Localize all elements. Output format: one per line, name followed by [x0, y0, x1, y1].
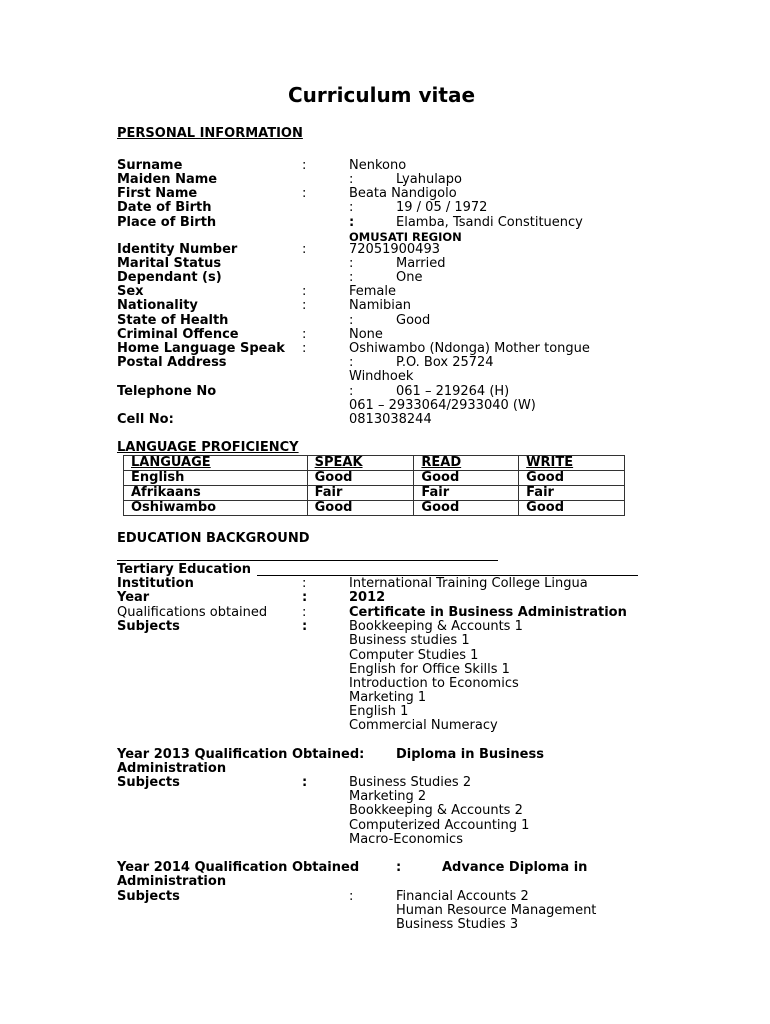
year-2013-qualification: Diploma in Business [396, 747, 544, 762]
year-2013-label: Year 2013 Qualification Obtained: [117, 747, 365, 762]
colon: : [349, 256, 354, 271]
table-header-row [124, 456, 625, 471]
telephone-work: 061 – 2933064/2933040 (W) [349, 398, 536, 413]
colon: : [349, 313, 354, 328]
colon: : [302, 576, 307, 591]
list-item: Bookkeeping & Accounts 1 [349, 619, 523, 634]
colon: : [349, 270, 354, 285]
table-row [124, 471, 625, 486]
colon: : [349, 384, 354, 399]
list-item: Computer Studies 1 [349, 648, 479, 663]
cell-value: 0813038244 [349, 412, 432, 427]
qualification-label: Qualifications obtained [117, 605, 268, 620]
health-value: Good [396, 313, 431, 328]
colon: : [302, 341, 307, 356]
list-item: Marketing 1 [349, 690, 427, 705]
list-item: Human Resource Management [396, 903, 597, 918]
home-language-value: Oshiwambo (Ndonga) Mother tongue [349, 341, 590, 356]
year-2014-label: Year 2014 Qualification Obtained [117, 860, 360, 875]
id-number-label: Identity Number [117, 242, 238, 257]
colon: : [349, 200, 354, 215]
table-cell: Good [414, 501, 519, 516]
header-write: WRITE [519, 456, 625, 471]
pob-label: Place of Birth [117, 215, 217, 230]
postal-city: Windhoek [349, 369, 414, 384]
colon: : [302, 242, 307, 257]
header-language: LANGUAGE [124, 456, 308, 471]
list-item: English for Office Skills 1 [349, 662, 510, 677]
language-table [123, 455, 625, 516]
year-label: Year [117, 590, 150, 605]
dob-value: 19 / 05 / 1972 [396, 200, 488, 215]
table-cell: Fair [519, 486, 625, 501]
surname-value: Nenkono [349, 158, 407, 173]
subjects-label: Subjects [117, 619, 180, 634]
dependant-label: Dependant (s) [117, 270, 222, 285]
colon: : [302, 298, 307, 313]
list-item: Macro-Economics [349, 832, 463, 847]
colon: : [302, 619, 308, 634]
nationality-value: Namibian [349, 298, 412, 313]
qualification-value: Certificate in Business Administration [349, 605, 627, 620]
dependant-value: One [396, 270, 423, 285]
table-cell: Good [307, 471, 414, 486]
divider [117, 560, 498, 561]
subjects-label: Subjects [117, 889, 180, 904]
telephone-home: 061 – 219264 (H) [396, 384, 510, 399]
table-cell: Fair [307, 486, 414, 501]
education-heading: EDUCATION BACKGROUND [117, 531, 310, 546]
list-item: Computerized Accounting 1 [349, 818, 530, 833]
year-2014-qualification: Advance Diploma in [442, 860, 588, 875]
table-cell: Good [414, 471, 519, 486]
colon: : [349, 215, 355, 230]
maiden-name-value: Lyahulapo [396, 172, 462, 187]
table-cell: English [124, 471, 308, 486]
year-2013-qualification-cont: Administration [117, 761, 227, 776]
table-cell: Fair [414, 486, 519, 501]
list-item: Introduction to Economics [349, 676, 519, 691]
table-cell: Oshiwambo [124, 501, 308, 516]
header-speak: SPEAK [307, 456, 414, 471]
list-item: Business Studies 3 [396, 917, 519, 932]
first-name-label: First Name [117, 186, 198, 201]
colon: : [396, 860, 402, 875]
colon: : [302, 158, 307, 173]
colon: : [302, 186, 307, 201]
table-cell: Good [307, 501, 414, 516]
institution-label: Institution [117, 576, 194, 591]
list-item: Commercial Numeracy [349, 718, 498, 733]
colon: : [349, 355, 354, 370]
subjects-label: Subjects [117, 775, 180, 790]
criminal-value: None [349, 327, 383, 342]
cell-label: Cell No: [117, 412, 174, 427]
colon: : [302, 327, 307, 342]
postal-label: Postal Address [117, 355, 227, 370]
personal-info-heading: PERSONAL INFORMATION [117, 126, 303, 141]
nationality-label: Nationality [117, 298, 198, 313]
maiden-name-label: Maiden Name [117, 172, 218, 187]
tertiary-label: Tertiary Education [117, 562, 251, 577]
sex-label: Sex [117, 284, 144, 299]
telephone-label: Telephone No [117, 384, 217, 399]
list-item: English 1 [349, 704, 409, 719]
colon: : [302, 775, 308, 790]
table-cell: Good [519, 501, 625, 516]
table-cell: Afrikaans [124, 486, 308, 501]
colon: : [302, 590, 308, 605]
colon: : [349, 889, 354, 904]
header-read: READ [414, 456, 519, 471]
pob-value: Elamba, Tsandi Constituency [396, 215, 583, 230]
page-title: Curriculum vitae [288, 83, 476, 107]
table-cell: Good [519, 471, 625, 486]
colon: : [302, 605, 307, 620]
home-language-label: Home Language Speak [117, 341, 285, 356]
id-number-value: 72051900493 [349, 242, 440, 257]
list-item: Business studies 1 [349, 633, 470, 648]
list-item: Marketing 2 [349, 789, 427, 804]
list-item: Financial Accounts 2 [396, 889, 529, 904]
sex-value: Female [349, 284, 397, 299]
first-name-value: Beata Nandigolo [349, 186, 457, 201]
colon: : [349, 172, 354, 187]
surname-label: Surname [117, 158, 183, 173]
marital-value: Married [396, 256, 446, 271]
pob-region: OMUSATI REGION [349, 230, 462, 244]
table-row [124, 501, 625, 516]
criminal-label: Criminal Offence [117, 327, 239, 342]
year-value: 2012 [349, 590, 386, 605]
postal-value: P.O. Box 25724 [396, 355, 494, 370]
table-row [124, 486, 625, 501]
colon: : [302, 284, 307, 299]
list-item: Business Studies 2 [349, 775, 472, 790]
health-label: State of Health [117, 313, 229, 328]
language-heading: LANGUAGE PROFICIENCY [117, 440, 299, 455]
marital-label: Marital Status [117, 256, 222, 271]
institution-value: International Training College Lingua [349, 576, 588, 591]
dob-label: Date of Birth [117, 200, 212, 215]
year-2014-qualification-cont: Administration [117, 874, 227, 889]
list-item: Bookkeeping & Accounts 2 [349, 803, 523, 818]
